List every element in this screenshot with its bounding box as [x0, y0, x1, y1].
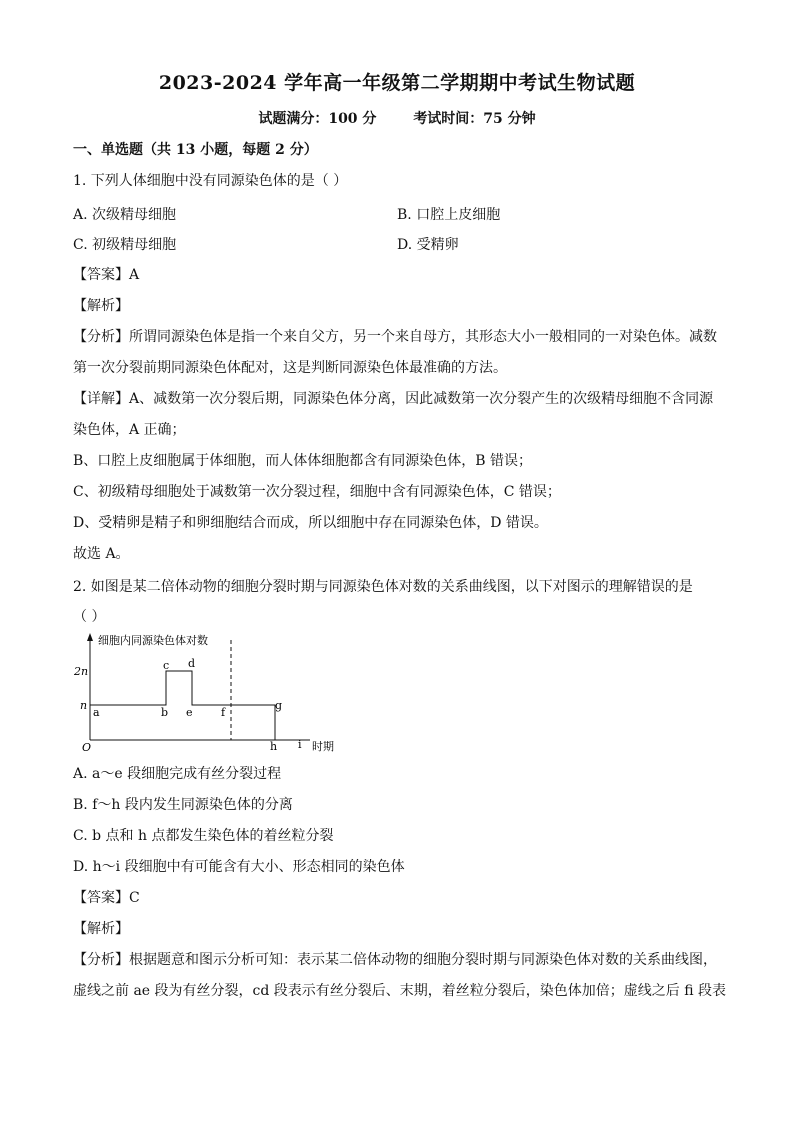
q1-analysis-label: 【解析】: [73, 298, 129, 314]
exam-info: [0, 108, 794, 128]
point-g: g: [275, 699, 283, 712]
q1-option-c: C. 初级精母细胞: [73, 237, 177, 253]
q1-option-d: D. 受精卵: [397, 237, 459, 253]
q2-option-b: B. f～h 段内发生同源染色体的分离: [73, 797, 293, 813]
q1-detail-line2: 染色体，A 正确；: [73, 422, 186, 438]
q2-analysis-label: 【解析】: [73, 921, 129, 937]
q1-option-b: B. 口腔上皮细胞: [397, 207, 501, 223]
q2-option-a: A. a～e 段细胞完成有丝分裂过程: [73, 766, 282, 782]
q1-stem: 1. 下列人体细胞中没有同源染色体的是（ ）: [73, 173, 348, 189]
q2-option-d: D. h～i 段细胞中有可能含有大小、形态相同的染色体: [73, 859, 405, 875]
q1-detail-d: D、受精卵是精子和卵细胞结合而成，所以细胞中存在同源染色体，D 错误。: [73, 515, 548, 531]
q1-fenxi-line2: 第一次分裂前期同源染色体配对，这是判断同源染色体最准确的方法。: [73, 360, 507, 376]
q2-stem-line1: 2. 如图是某二倍体动物的细胞分裂时期与同源染色体对数的关系曲线图，以下对图示的理解错误的是: [73, 579, 693, 595]
point-h: h: [270, 740, 278, 753]
q1-detail-line1: 【详解】A、减数第一次分裂后期，同源染色体分离，因此减数第一次分裂产生的次级精母细胞不含同源: [73, 391, 714, 407]
point-e: e: [186, 706, 193, 719]
full-score: 试题满分：100 分: [258, 111, 377, 127]
curve-line: [90, 671, 275, 740]
y-axis-arrow-icon: [87, 633, 93, 641]
q2-fenxi-line2: 虚线之前 ae 段为有丝分裂，cd 段表示有丝分裂后、末期，着丝粒分裂后，染色体加倍；虚线之后 fi 段表: [73, 983, 727, 999]
x-axis-label: 时期: [312, 740, 334, 753]
point-b: b: [161, 706, 169, 719]
q2-figure: [74, 630, 358, 762]
point-d: d: [188, 657, 196, 670]
homologous-pairs-graph: [74, 630, 358, 758]
q1-fenxi-line1: 【分析】所谓同源染色体是指一个来自父方，另一个来自母方，其形态大小一般相同的一对染色体。减数: [73, 329, 717, 345]
origin-label: O: [82, 741, 92, 754]
q1-detail-c: C、初级精母细胞处于减数第一次分裂过程，细胞中含有同源染色体，C 错误；: [73, 484, 561, 500]
q1-detail-b: B、口腔上皮细胞属于体细胞，而人体体细胞都含有同源染色体，B 错误；: [73, 453, 533, 469]
point-c: c: [163, 659, 170, 672]
point-a: a: [93, 706, 100, 719]
y-tick-n: n: [80, 699, 88, 712]
point-f: f: [221, 706, 226, 719]
q1-option-a: A. 次级精母细胞: [73, 207, 177, 223]
exam-time: 考试时间：75 分钟: [413, 111, 536, 127]
point-i: i: [298, 738, 302, 751]
y-axis-label: 细胞内同源染色体对数: [98, 634, 208, 647]
section-heading: 一、单选题（共 13 小题，每题 2 分）: [73, 142, 318, 158]
y-tick-2n: 2n: [74, 665, 89, 678]
q1-answer: 【答案】A: [73, 267, 140, 283]
q1-conclusion: 故选 A。: [73, 546, 130, 562]
page-title: 2023-2024 学年高一年级第二学期期中考试生物试题: [158, 72, 636, 94]
q2-answer: 【答案】C: [73, 890, 140, 906]
q2-option-c: C. b 点和 h 点都发生染色体的着丝粒分裂: [73, 828, 334, 844]
q2-fenxi-line1: 【分析】根据题意和图示分析可知：表示某二倍体动物的细胞分裂时期与同源染色体对数的关系曲线图，: [73, 952, 717, 968]
q2-stem-line2: （ ）: [73, 609, 106, 625]
